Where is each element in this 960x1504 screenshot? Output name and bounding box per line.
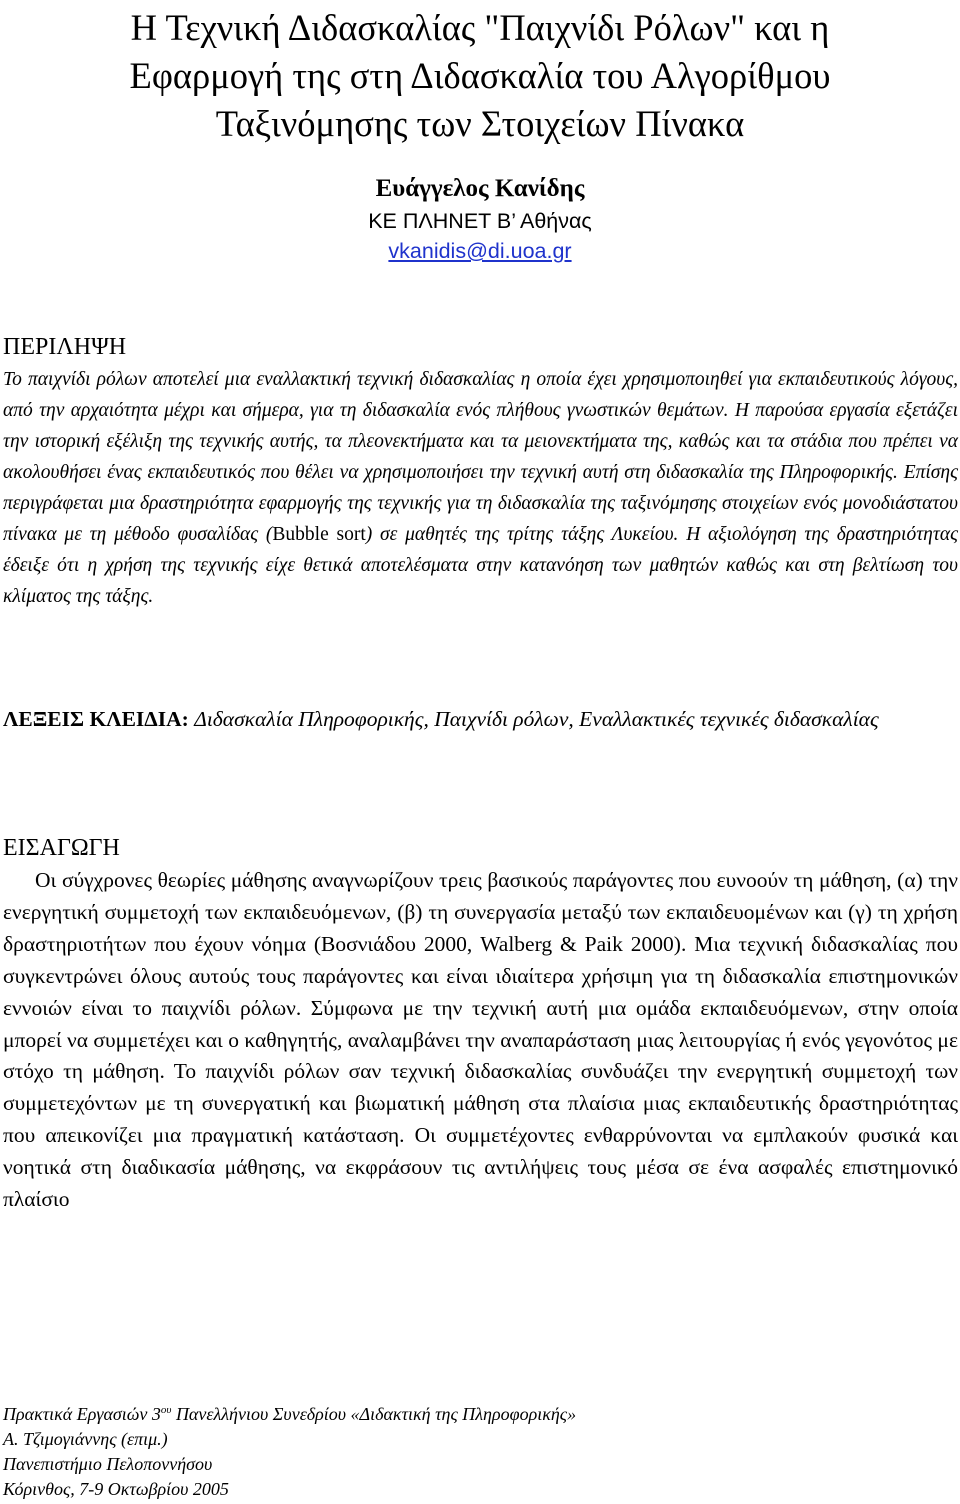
footer-editor: Α. Τζιμογιάννης (επιμ.) xyxy=(3,1429,168,1449)
author-name: Ευάγγελος Κανίδης xyxy=(375,175,585,202)
keywords xyxy=(3,703,958,735)
footer-location-date: Κόρινθος, 7-9 Οκτωβρίου 2005 xyxy=(3,1479,229,1499)
footer xyxy=(3,1402,958,1502)
footer-proceedings-post: Πανελλήνιου Συνεδρίου «Διδακτική της Πληροφορικής» xyxy=(171,1404,577,1424)
abstract-bubble-sort: Bubble sort xyxy=(272,524,366,545)
footer-university: Πανεπιστήμιο Πελοποννήσου xyxy=(3,1454,213,1474)
abstract-heading: ΠΕΡΙΛΗΨΗ xyxy=(3,334,127,360)
footer-proceedings-pre: Πρακτικά Εργασιών 3 xyxy=(3,1404,161,1424)
title-line-1: Η Τεχνική Διδασκαλίας "Παιχνίδι Ρόλων" και η xyxy=(130,7,830,48)
introduction-heading: ΕΙΣΑΓΩΓΗ xyxy=(3,835,120,861)
keywords-values: Διδασκαλία Πληροφορικής, Παιχνίδι ρόλων, Εναλλακτικές τεχνικές διδασκαλίας xyxy=(194,707,879,731)
abstract-part-2: ) σε μαθητές της τρίτης τάξης Λυκείου. Η αξιολόγηση της δραστηριότητας έδειξε ότι η χρήση της τεχνικής είχε θετικά αποτελέσματα στην κατανόηση των μαθητών καθώς και στη βελτίωση του κλίματος της τάξης. xyxy=(3,524,958,607)
footer-proceedings xyxy=(3,1402,958,1427)
abstract-part-1: Το παιχνίδι ρόλων αποτελεί μια εναλλακτική τεχνική διδασκαλίας η οποία έχει χρησιμοποιηθεί για εκπαιδευτικούς λόγους, από την αρχαιότητα μέχρι και σήμερα, για τη διδασκαλία ενός πλήθους γνωστικών θεμάτων. Η παρούσα εργασία εξετάζει την ιστορική εξέλιξη της τεχνικής αυτής, τα πλεονεκτήματα και τα μειονεκτήματα της, καθώς και τα στάδια που πρέπει να ακολουθήσει ένας εκπαιδευτικός που θέλει να χρησιμοποιήσει την τεχνική αυτή στη διδασκαλία της Πληροφορικής. Επίσης περιγράφεται μια δραστηριότητα εφαρμογής της τεχνικής για τη διδασκαλία της ταξινόμησης στοιχείων ενός μονοδιάστατου πίνακα με τη μέθοδο φυσαλίδας ( xyxy=(3,369,958,545)
title-line-3: Ταξινόμησης των Στοιχείων Πίνακα xyxy=(215,103,745,144)
footer-proceedings-sup: ου xyxy=(160,1404,172,1416)
author-email-link[interactable]: vkanidis@di.uoa.gr xyxy=(388,239,572,263)
author-affiliation: ΚΕ ΠΛΗΝΕΤ Β’ Αθήνας xyxy=(368,209,592,233)
abstract-text xyxy=(3,364,958,612)
paper-title xyxy=(0,4,960,148)
introduction-text: Οι σύγχρονες θεωρίες μάθησης αναγνωρίζουν τρεις βασικούς παράγοντες που ευνοούν τη μάθηση, (α) την ενεργητική συμμετοχή των εκπαιδευόμενων, (β) τη συνεργασία μεταξύ των εκπαιδευομένων και (γ) τη χρήση δραστηριοτήτων που έχουν νόημα (Βοσνιάδου 2000, Walberg & Paik 2000). Μια τεχνική διδασκαλίας που συγκεντρώνει όλους αυτούς τους παράγοντες και είναι ιδιαίτερα χρήσιμη για τη διδασκαλία επιστημονικών εννοιών είναι το παιχνίδι ρόλων. Σύμφωνα με την τεχνική αυτή μια ομάδα εκπαιδευόμενων, στην οποία μπορεί να συμμετέχει και ο καθηγητής, αναλαμβάνει την αναπαράσταση μιας λειτουργίας ή ενός γεγονότος με στόχο τη μάθηση. Το παιχνίδι ρόλων σαν τεχνική διδασκαλίας συνδυάζει την ενεργητική συμμετοχή των συμμετεχόντων με τη συνεργατική και βιωματική μάθηση στα πλαίσια μιας εκπαιδευτικής δραστηριότητας που απεικονίζει μια πραγματική κατάσταση. Οι συμμετέχοντες ενθαρρύνονται να εμπλακούν φυσικά και νοητικά στη διαδικασία μάθησης, να εκφράσουν τις αντιλήψεις τους μέσα σε ένα ασφαλές επιστημονικό πλαίσιο xyxy=(3,868,958,1212)
keywords-label: ΛΕΞΕΙΣ ΚΛΕΙΔΙΑ: xyxy=(3,707,189,731)
title-line-2: Εφαρμογή της στη Διδασκαλία του Αλγορίθμου xyxy=(129,55,831,96)
